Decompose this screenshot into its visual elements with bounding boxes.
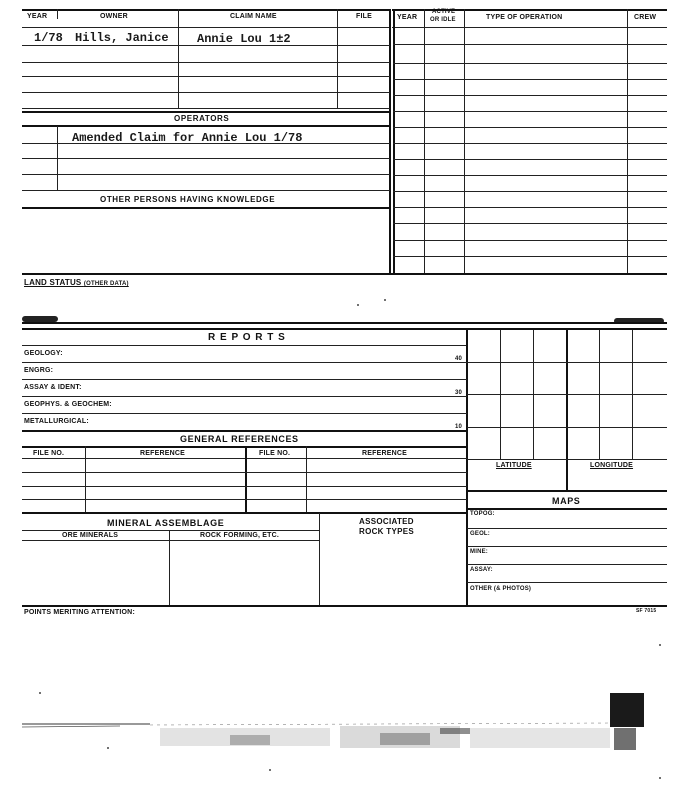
reports-num-assay: 30 — [455, 390, 463, 396]
header-active: ACTIVE — [432, 9, 456, 15]
reports-row-engrg: ENGRG: — [24, 367, 54, 374]
rock-forming-label: ROCK FORMING, ETC. — [200, 532, 280, 539]
operators-entry: Amended Claim for Annie Lou 1/78 — [72, 131, 303, 145]
land-status-label: LAND STATUS (OTHER DATA) — [24, 278, 129, 287]
gr-file-no-2: FILE NO. — [259, 450, 291, 457]
maps-topog: TOPOG: — [470, 511, 495, 517]
header-owner: OWNER — [100, 13, 128, 20]
entry-claim-name: Annie Lou 1±2 — [197, 32, 291, 46]
maps-mine: MINE: — [470, 549, 488, 555]
reports-row-metallurgical: METALLURGICAL: — [24, 418, 89, 425]
entry-year: 1/78 — [34, 31, 63, 45]
header-claim-name: CLAIM NAME — [230, 13, 277, 20]
header-year-right: YEAR — [397, 14, 418, 21]
points-meriting-attention: POINTS MERITING ATTENTION: — [24, 609, 135, 616]
maps-geol: GEOL: — [470, 531, 490, 537]
operators-heading: OPERATORS — [174, 114, 230, 123]
latitude-label: LATITUDE — [496, 462, 532, 469]
header-or-idle: OR IDLE — [430, 17, 456, 23]
reports-row-assay: ASSAY & IDENT: — [24, 384, 82, 391]
longitude-label: LONGITUDE — [590, 462, 634, 469]
header-file: FILE — [356, 13, 372, 20]
gr-reference-1: REFERENCE — [140, 450, 185, 457]
maps-other: OTHER (& PHOTOS) — [470, 586, 532, 592]
mineral-assemblage-heading: MINERAL ASSEMBLAGE — [107, 518, 225, 528]
general-references-heading: GENERAL REFERENCES — [180, 434, 299, 444]
header-crew: CREW — [634, 14, 657, 21]
associated-rock-types-2: ROCK TYPES — [359, 527, 415, 536]
gr-reference-2: REFERENCE — [362, 450, 407, 457]
maps-assay: ASSAY: — [470, 567, 493, 573]
reports-num-metallurgical: 10 — [455, 424, 463, 430]
reports-row-geophys: GEOPHYS. & GEOCHEM: — [24, 401, 112, 408]
maps-heading: MAPS — [552, 496, 581, 506]
reports-num-geology: 40 — [455, 356, 463, 362]
gr-file-no-1: FILE NO. — [33, 450, 65, 457]
form-code: SF 7015 — [636, 608, 657, 614]
other-persons-heading: OTHER PERSONS HAVING KNOWLEDGE — [100, 195, 276, 204]
header-type-of-operation: TYPE OF OPERATION — [486, 14, 563, 21]
ore-minerals-label: ORE MINERALS — [62, 532, 119, 539]
associated-rock-types-1: ASSOCIATED — [359, 517, 414, 526]
reports-row-geology: GEOLOGY: — [24, 350, 63, 357]
header-year: YEAR — [27, 13, 48, 20]
reports-heading: R E P O R T S — [208, 332, 286, 343]
entry-owner: Hills, Janice — [75, 31, 169, 45]
